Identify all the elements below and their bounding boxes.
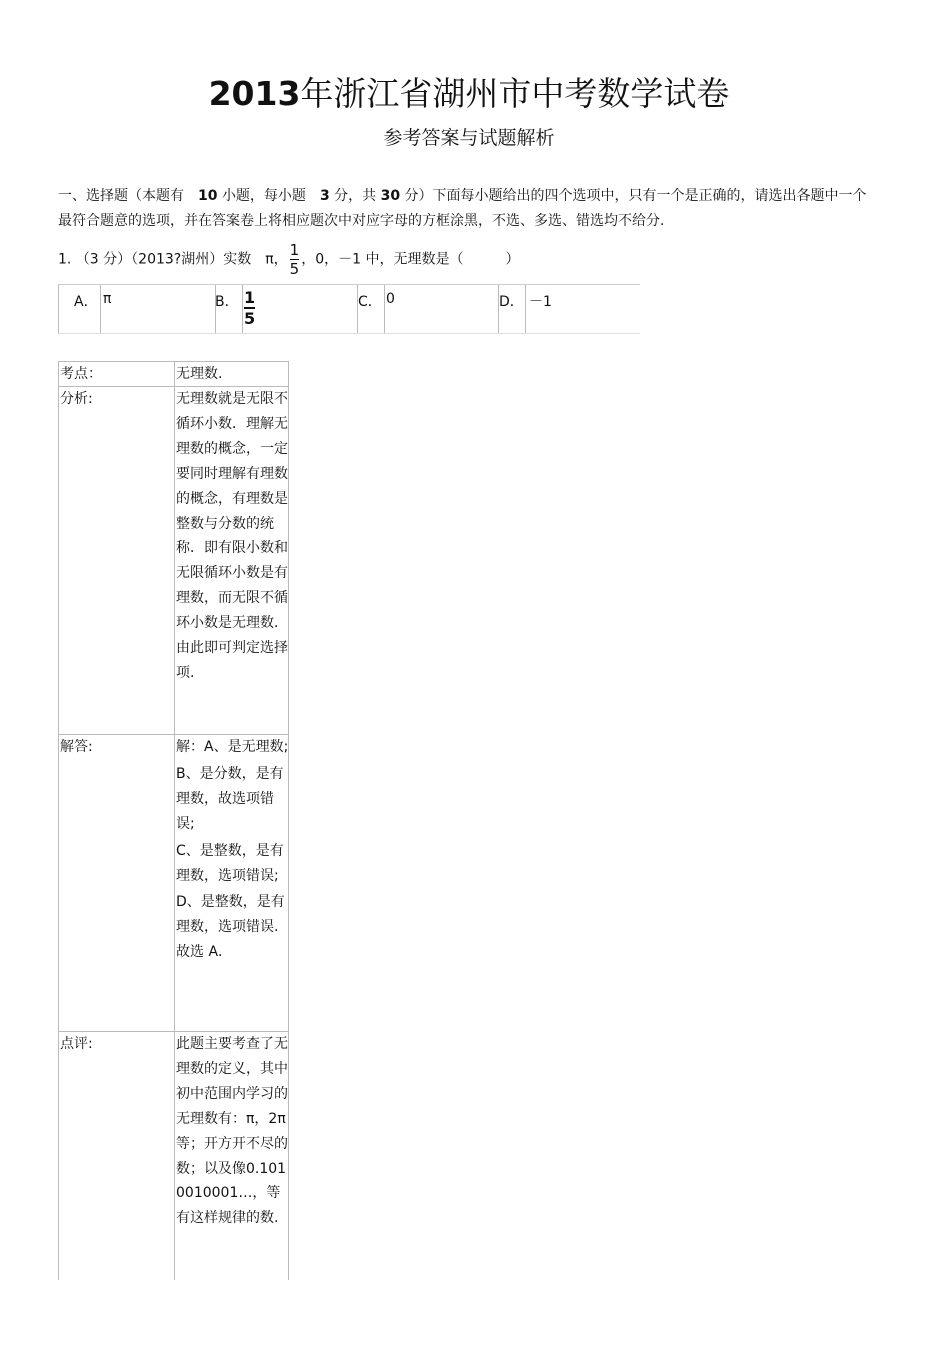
- fraction-denominator: 5: [244, 309, 256, 328]
- jieda-line: B、是分数，是有理数，故选项错误;: [176, 765, 284, 832]
- section-text-3: 分，共: [334, 188, 377, 204]
- option-a-letter: A．: [74, 294, 98, 310]
- row-kaodian: [59, 362, 288, 386]
- dianping-content: 此题主要考查了无理数的定义，其中初中范围内学习的无理数有：π，2π等；开方开不尽的数；以及像0.1010010001…，等有这样规律的数.: [174, 1032, 289, 1280]
- points-total: 30: [380, 188, 401, 204]
- fenxi-content: 无理数就是无限不循环小数．理解无理数的概念，一定要同时理解有理数的概念，有理数是整数与分数的统称．即有限小数和无限循环小数是有理数，而无限不循环小数是无理数．由此即可判定选择项.: [174, 387, 289, 734]
- question-prefix: 1. （3 分）（2013?湖州）实数 π，: [58, 251, 288, 268]
- fraction: [290, 242, 300, 277]
- jieda-content: [174, 735, 289, 1031]
- question-count: 10: [198, 188, 218, 204]
- divider: [242, 285, 243, 333]
- kaodian-label: 考点：: [60, 366, 102, 382]
- divider: [100, 285, 101, 333]
- question-1: [58, 242, 878, 277]
- fraction-numerator: 1: [289, 241, 300, 259]
- jieda-line: D、是整数，是有理数，选项错误.: [176, 894, 285, 936]
- option-b-fraction: [244, 289, 255, 327]
- page-title: [0, 68, 938, 115]
- dianping-label: 点评:: [60, 1036, 93, 1052]
- option-a-value: π: [103, 291, 112, 307]
- title-text: 年浙江省湖州市中考数学试卷: [300, 74, 730, 113]
- section-text-1: 一、选择题（本题有: [58, 188, 184, 204]
- option-c-letter: C．: [358, 294, 382, 310]
- divider: [384, 285, 385, 333]
- jieda-line: C、是整数，是有理数，选项错误;: [176, 842, 284, 884]
- divider: [58, 285, 59, 333]
- options-table: [58, 284, 640, 334]
- jieda-label: 解答:: [60, 739, 93, 755]
- fraction-denominator: 5: [289, 260, 300, 278]
- row-fenxi: [59, 386, 288, 734]
- option-d-letter: D．: [499, 294, 524, 310]
- row-jieda: [59, 734, 288, 1031]
- jieda-line: 解：A、是无理数;: [176, 739, 289, 755]
- question-suffix: ，0，－1 中，无理数是（ ）: [301, 251, 520, 268]
- fraction-numerator: 1: [244, 288, 256, 307]
- title-year: 2013: [208, 74, 301, 113]
- fenxi-label: 分析:: [60, 391, 93, 407]
- points-each: 3: [319, 188, 330, 204]
- kaodian-content: 无理数.: [174, 362, 289, 386]
- analysis-table: [58, 361, 289, 1280]
- page-subtitle: 参考答案与试题解析: [383, 127, 555, 149]
- divider: [525, 285, 526, 333]
- section-text-2: 小题，每小题: [221, 188, 306, 204]
- option-b-letter: B．: [215, 294, 239, 310]
- section-instructions: [58, 184, 878, 234]
- row-dianping: [59, 1031, 288, 1280]
- option-c-value: 0: [386, 291, 395, 307]
- jieda-line: 故选 A．: [176, 944, 233, 961]
- option-d-value: －1: [529, 294, 552, 310]
- section-text-4: 分）下面每小题给出的四个选项中，只有一个是正确的，请选出各题中一个最符合题意的选项，并在答案卷上将相应题次中对应字母的方框涂黑，不选、多选、错选均不给分.: [58, 188, 867, 229]
